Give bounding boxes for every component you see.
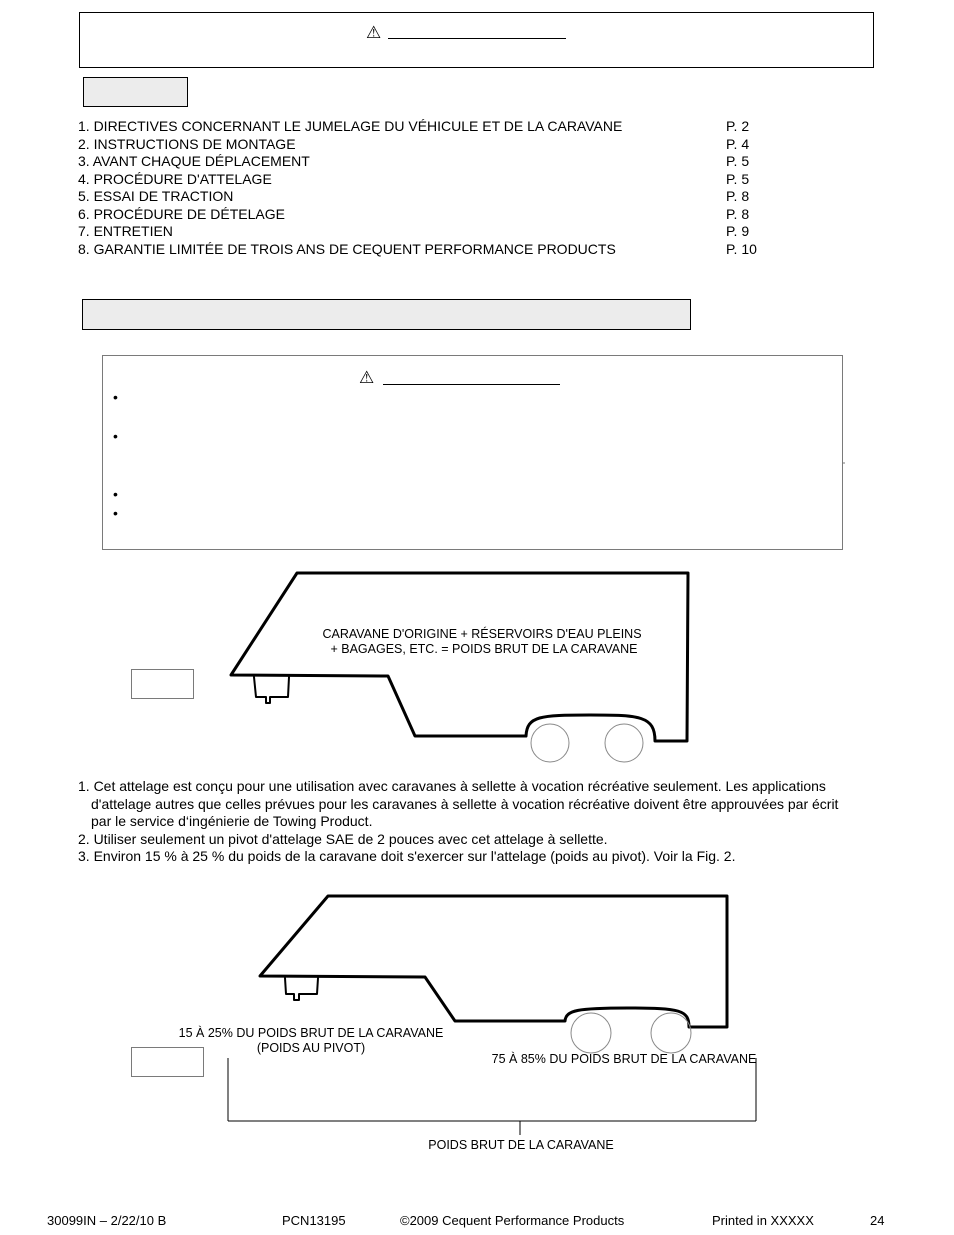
trailer-wheel (605, 724, 643, 762)
figure-1-caption-line-1: CARAVANE D'ORIGINE + RÉSERVOIRS D'EAU PLEINS (322, 627, 642, 641)
pin-weight-label-line-2: (POIDS AU PIVOT) (256, 1041, 366, 1055)
toc-item: 7. ENTRETIEN (78, 223, 173, 239)
paragraph-line: 3. Environ 15 % à 25 % du poids de la caravane doit s'exercer sur l'attelage (poids au pivot). Voir la Fig. 2. (78, 848, 736, 864)
toc-item: 2. INSTRUCTIONS DE MONTAGE (78, 135, 296, 152)
toc-item: 1. DIRECTIVES CONCERNANT LE JUMELAGE DU VÉHICULE ET DE LA CARAVANE (78, 118, 623, 134)
toc-page: P. 10 (726, 240, 757, 257)
trailer-body-outline (260, 896, 727, 1027)
toc-page: P. 8 (726, 188, 750, 204)
kingpin (254, 677, 289, 703)
footer-copyright: ©2009 Cequent Performance Products (400, 1213, 625, 1228)
toc-item: 5. ESSAI DE TRACTION (78, 188, 234, 204)
total-weight-label: POIDS BRUT DE LA CARAVANE (428, 1138, 614, 1152)
toc-page: P. 8 (726, 205, 750, 222)
trailer-wheel (651, 1013, 691, 1053)
figure-1-caption-line-2: + BAGAGES, ETC. = POIDS BRUT DE LA CARAVANE (330, 642, 638, 656)
warning-triangle-icon: ⚠ (366, 23, 382, 42)
trailer-wheel (531, 724, 569, 762)
figure-2-label-box (132, 1048, 204, 1077)
toc-page: P. 2 (726, 118, 750, 134)
page-number: 24 (870, 1213, 885, 1228)
paragraph-line: d'attelage autres que celles prévues pour les caravanes à sellette à vocation récréative doivent être approuvées par écrit (91, 795, 839, 812)
paragraph-line: 2. Utiliser seulement un pivot d'attelage SAE de 2 pouces avec cet attelage à sellette. (78, 830, 608, 847)
toc-item: 4. PROCÉDURE D'ATTELAGE (78, 170, 272, 187)
toc-item: 8. GARANTIE LIMITÉE DE TROIS ANS DE CEQUENT PERFORMANCE PRODUCTS (78, 240, 616, 257)
footer-doc-id: 30099IN – 2/22/10 B (47, 1213, 167, 1228)
toc-item: 3. AVANT CHAQUE DÉPLACEMENT (78, 153, 310, 169)
pin-weight-label-line-1: 15 À 25% DU POIDS BRUT DE LA CARAVANE (178, 1026, 444, 1040)
toc-page: P. 5 (726, 170, 750, 187)
footer-printed: Printed in XXXXX (712, 1213, 814, 1228)
kingpin (285, 978, 318, 1000)
axle-weight-label: 75 À 85% DU POIDS BRUT DE LA CARAVANE (491, 1052, 757, 1066)
bullet-icon: • (113, 389, 118, 405)
paragraph-line: 1. Cet attelage est conçu pour une utilisation avec caravanes à sellette à vocation récréative seulement. Les applications (78, 778, 826, 794)
figure-1-label-box (132, 670, 194, 699)
toc-page: P. 4 (726, 135, 750, 152)
toc-page: P. 9 (726, 223, 750, 239)
bullet-icon: • (113, 486, 118, 502)
paragraph-line: par le service d‘ingénierie de Towing Product. (91, 813, 373, 829)
trailer-wheel (571, 1013, 611, 1053)
toc-item: 6. PROCÉDURE DE DÉTELAGE (78, 205, 285, 222)
trailer-body-outline (231, 573, 688, 741)
warning-triangle-icon: ⚠ (359, 368, 375, 387)
bullet-icon: • (113, 505, 118, 521)
footer-pcn: PCN13195 (282, 1213, 346, 1228)
toc-page: P. 5 (726, 153, 750, 169)
bullet-icon: • (113, 428, 118, 444)
